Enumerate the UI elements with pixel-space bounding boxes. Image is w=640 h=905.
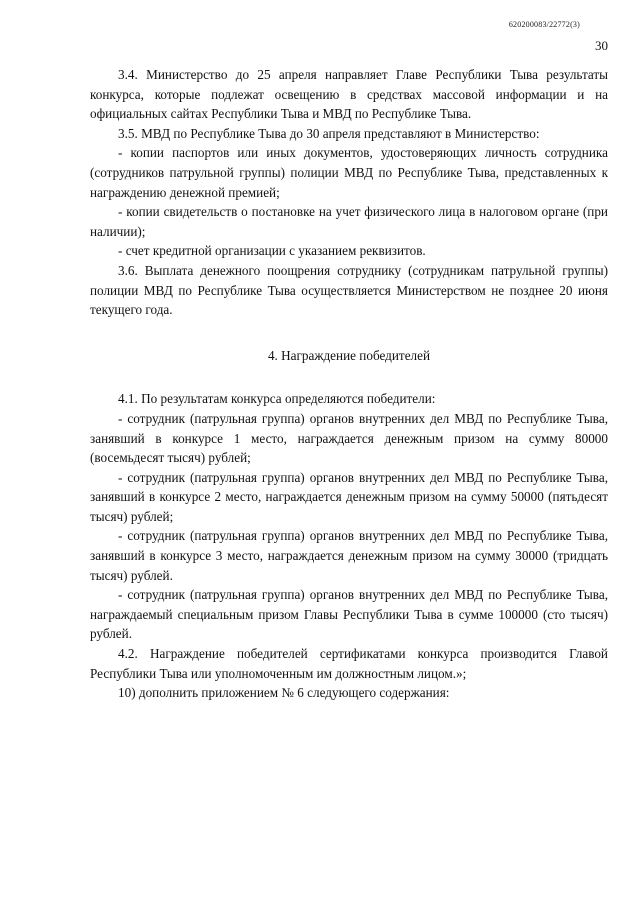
list-item-third-place: - сотрудник (патрульная группа) органов внутренних дел МВД по Республике Тыва, занявший в конкурсе 3 место, награждается денежным призом на сумму 30000 (тридцать тысяч) рублей. <box>90 528 608 583</box>
list-item-special-prize: - сотрудник (патрульная группа) органов внутренних дел МВД по Республике Тыва, награждаемый специальным призом Главы Республики Тыва в сумме 100000 (сто тысяч) рублей. <box>90 587 608 642</box>
paragraph-3-5: 3.5. МВД по Республике Тыва до 30 апреля представляют в Министерство: <box>118 125 540 141</box>
page-number: 30 <box>595 38 608 53</box>
list-item-passports: - копии паспортов или иных документов, удостоверяющих личность сотрудника (сотрудников патрульной группы) полиции МВД по Республике Тыва, представленных к награждению денежной премией; <box>90 145 608 200</box>
list-item-tax-certificates: - копии свидетельств о постановке на учет физического лица в налоговом органе (при наличии); <box>90 204 608 239</box>
list-item-second-place: - сотрудник (патрульная группа) органов внутренних дел МВД по Республике Тыва, занявший в конкурсе 2 место, награждается денежным призом на сумму 50000 (пятьдесят тысяч) рублей; <box>90 469 608 524</box>
paragraph-4-1: 4.1. По результатам конкурса определяются победители: <box>118 391 436 407</box>
document-body <box>90 65 608 703</box>
paragraph-3-4: 3.4. Министерство до 25 апреля направляет Главе Республики Тыва результаты конкурса, которые подлежат освещению в средствах массовой информации и на официальных сайтах Республики Тыва и МВД по Республике Тыва. <box>90 67 608 122</box>
section-heading: 4. Награждение победителей <box>267 347 431 363</box>
paragraph-4-2: 4.2. Награждение победителей сертификатами конкурса производится Главой Республики Тыва или уполномоченным им должностным лицом.»; <box>90 646 608 681</box>
list-item-first-place: - сотрудник (патрульная группа) органов внутренних дел МВД по Республике Тыва, занявший в конкурсе 1 место, награждается денежным призом на сумму 80000 (восемьдесят тысяч) рублей; <box>90 410 608 466</box>
paragraph-3-6: 3.6. Выплата денежного поощрения сотруднику (сотрудникам патрульной группы) полиции МВД по Республике Тыва осуществляется Министерством не позднее 20 июня текущего года. <box>90 262 608 318</box>
list-item-bank-account: - счет кредитной организации с указанием реквизитов. <box>118 243 426 259</box>
paragraph-10: 10) дополнить приложением № 6 следующего содержания: <box>118 685 450 701</box>
document-code: 620200083/22772(3) <box>508 20 580 29</box>
